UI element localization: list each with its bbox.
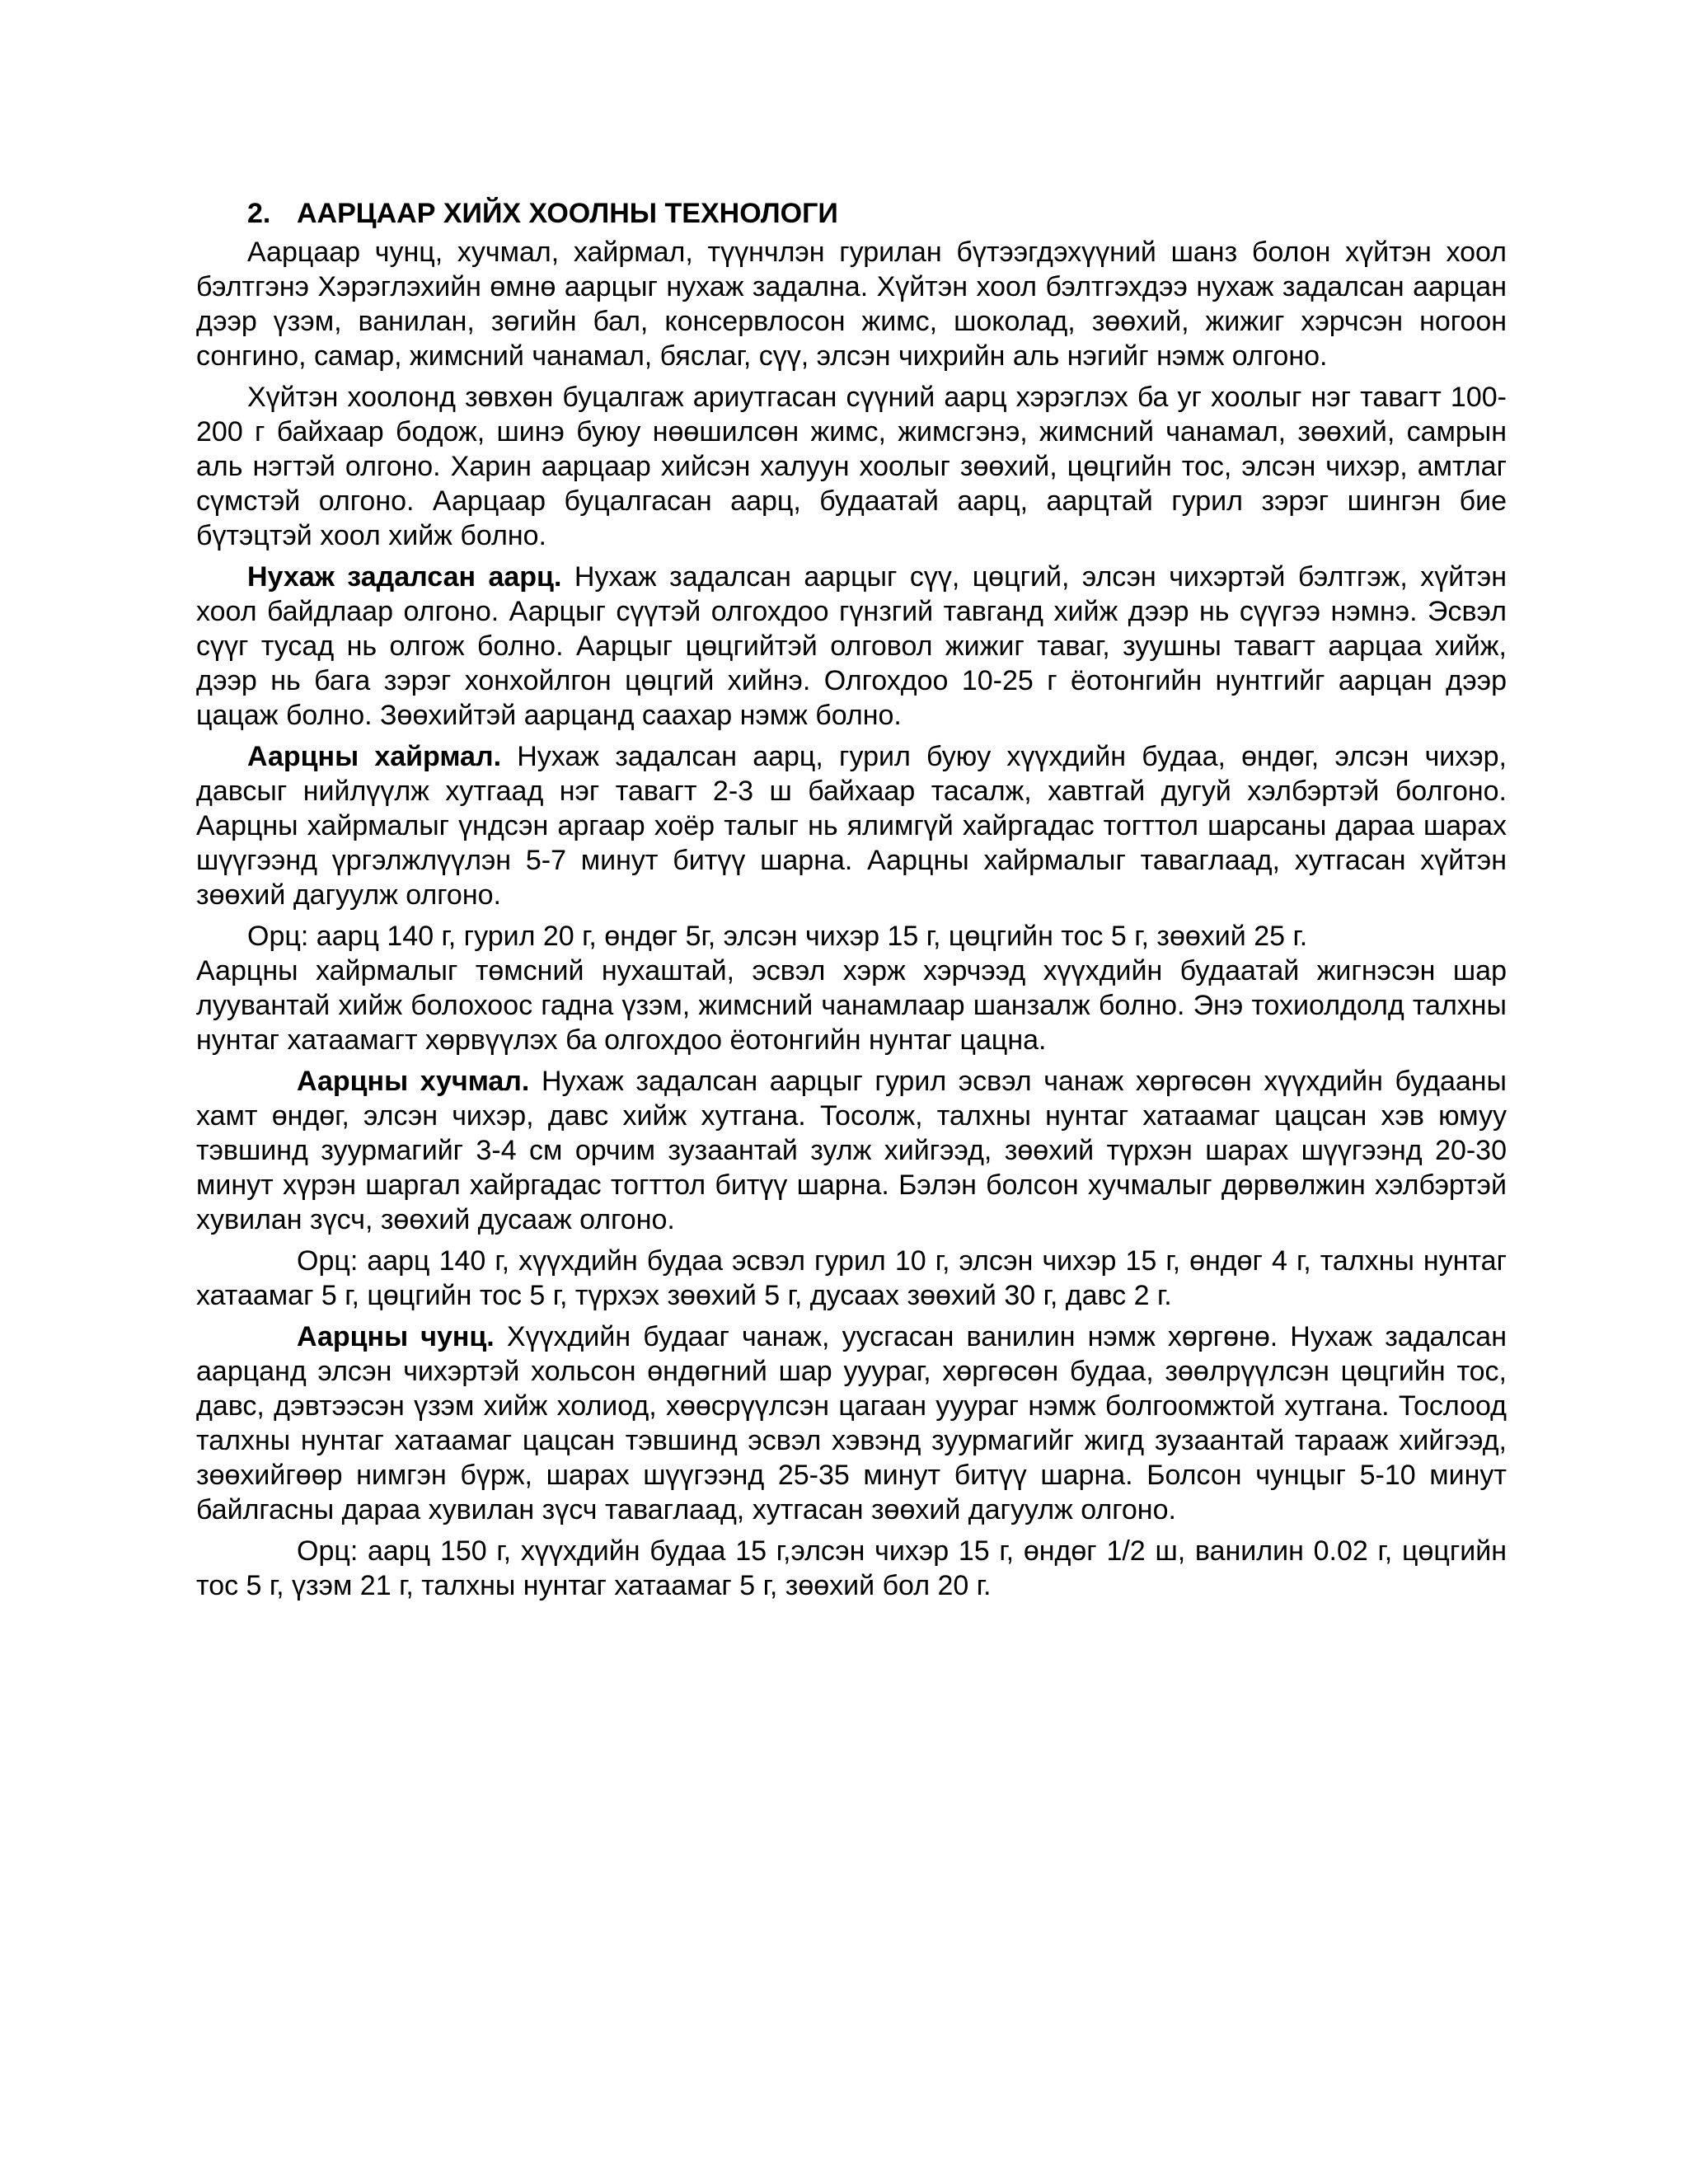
document-page (196, 192, 1507, 1603)
section-number: 2. (247, 198, 271, 229)
paragraph-text: Орц: аарц 150 г, хүүхдийн будаа 15 г,элсэн чихэр 15 г, өндөг 1/2 ш, ванилин 0.02 г, цөцгийн тос 5 г, үзэм 21 г, талхны нунтаг хатаамаг 5 г, зөөхий бол 20 г. (196, 1535, 1507, 1601)
paragraph-text: Орц: аарц 140 г, гурил 20 г, өндөг 5г, элсэн чихэр 15 г, цөцгийн тос 5 г, зөөхий 25 г. (247, 921, 1308, 952)
paragraph-text: Аарцны хайрмалыг төмсний нухаштай, эсвэл хэрж хэрчээд хүүхдийн будаатай жигнэсэн шар луувантай хийж болохоос гадна үзэм, жимсний чанамлаар шанзалж болно. Энэ тохиолдолд талхны нунтаг хатаамагт хөрвүүлэх ба олгохдоо ёотонгийн нунтаг цацна. (196, 955, 1507, 1056)
paragraph-text: Орц: аарц 140 г, хүүхдийн будаа эсвэл гурил 10 г, элсэн чихэр 15 г, өндөг 4 г, талхны нунтаг хатаамаг 5 г, цөцгийн тос 5 г, түрхэх зөөхий 5 г, дусаах зөөхий 30 г, давс 2 г. (196, 1245, 1507, 1311)
paragraph-casserole (196, 1064, 1507, 1237)
section-title: ААРЦААР ХИЙХ ХООЛНЫ ТЕХНОЛОГИ (297, 198, 838, 229)
paragraph-recipe-fried (196, 919, 1507, 954)
paragraph-fried-aarts (196, 739, 1507, 912)
paragraph-text: Хүүхдийн будааг чанаж, уусгасан ванилин нэмж хөргөнө. Нухаж задалсан аарцанд элсэн чихэртэй хольсон өндөгний шар ууураг, хөргөсөн будаа, зөөлрүүлсэн цөцгийн тос, давс, дэвтээсэн үзэм хийж холиод, хөөсрүүлсэн цагаан ууураг нэмж болгоомжтой хутгана. Тослоод талхны нунтаг хатаамаг цацсан тэвшинд эсвэл хэвэнд зуурмагийг жигд зузаантай тарааж хийгээд, зөөхийгөөр нимгэн бүрж, шарах шүүгээнд 25-35 минут битүү шарна. Болсон чунцыг 5-10 минут байлгасны дараа хувилан зүсч таваглаад, хутгасан зөөхий дагуулж олгоно. (196, 1321, 1507, 1526)
paragraph-lead: Аарцны чунц. (297, 1321, 495, 1352)
paragraph-recipe-pudding (196, 1534, 1507, 1603)
paragraph-recipe-casserole (196, 1244, 1507, 1313)
paragraph-text: Хүйтэн хоолонд зөвхөн буцалгаж ариутгасан сүүний аарц хэрэглэх ба уг хоолыг нэг тавагт 100-200 г байхаар бодож, шинэ буюу нөөшилсөн жимс, жимсгэнэ, жимсний чанамал, зөөхий, самрын аль нэгтэй олгоно. Харин аарцаар хийсэн халуун хоолыг зөөхий, цөцгийн тос, элсэн чихэр, амтлаг сүмстэй олгоно. Аарцаар буцалгасан аарц, будаатай аарц, аарцтай гурил зэрэг шингэн бие бүтэцтэй хоол хийж болно. (196, 382, 1507, 551)
paragraph-lead: Аарцны хучмал. (297, 1066, 530, 1097)
paragraph-lead: Аарцны хайрмал. (247, 741, 502, 772)
paragraph-text: Аарцаар чунц, хучмал, хайрмал, түүнчлэн гурилан бүтээгдэхүүний шанз болон хүйтэн хоол бэлтгэнэ Хэрэглэхийн өмнө аарцыг нухаж задална. Хүйтэн хоол бэлтгэхдээ нухаж задалсан аарцан дээр үзэм, ванилан, зөгийн бал, консервлосон жимс, шоколад, зөөхий, жижиг хэрчсэн ногоон сонгино, самар, жимсний чанамал, бяслаг, сүү, элсэн чихрийн аль нэгийг нэмж олгоно. (196, 237, 1507, 372)
paragraph-text: Нухаж задалсан аарцыг гурил эсвэл чанаж хөргөсөн хүүхдийн будааны хамт өндөг, элсэн чихэр, давс хийж хутгана. Тосолж, талхны нунтаг хатаамаг цацсан хэв юмуу тэвшинд зуурмагийг 3-4 см орчим зузаантай зулж хийгээд, зөөхий түрхэн шарах шүүгээнд 20-30 минут хүрэн шаргал хайргадас тогттол битүү шарна. Бэлэн болсон хучмалыг дөрвөлжин хэлбэртэй хувилан зүсч, зөөхий дусааж олгоно. (196, 1066, 1507, 1235)
paragraph-mashed-aarts (196, 560, 1507, 733)
paragraph-text: Нухаж задалсан аарцыг сүү, цөцгий, элсэн чихэртэй бэлтгэж, хүйтэн хоол байдлаар олгоно. Аарцыг сүүтэй олгохдоо гүнзгий тавганд хийж дээр нь сүүгээ нэмнэ. Эсвэл сүүг тусад нь олгож болно. Аарцыг цөцгийтэй олговол жижиг таваг, зуушны тавагт аарцаа хийж, дээр нь бага зэрэг хонхойлгон цөцгий хийнэ. Олгохдоо 10-25 г ёотонгийн нунтгийг аарцан дээр цацаж болно. Зөөхийтэй аарцанд саахар нэмж болно. (196, 561, 1507, 731)
paragraph-intro (196, 235, 1507, 373)
paragraph-pudding (196, 1319, 1507, 1527)
section-heading (196, 192, 1507, 235)
paragraph-text: Нухаж задалсан аарц, гурил буюу хүүхдийн будаа, өндөг, элсэн чихэр, давсыг нийлүүлж хутгаад нэг тавагт 2-3 ш байхаар тасалж, хавтгай дугуй хэлбэртэй болгоно. Аарцны хайрмалыг үндсэн аргаар хоёр талыг нь ялимгүй хайргадас тогттол шарсаны дараа шарах шүүгээнд үргэлжлүүлэн 5-7 минут битүү шарна. Аарцны хайрмалыг таваглаад, хутгасан хүйтэн зөөхий дагуулж олгоно. (196, 741, 1507, 911)
paragraph-fried-variations (196, 954, 1507, 1057)
paragraph-cold-dishes (196, 380, 1507, 553)
paragraph-lead: Нухаж задалсан аарц. (247, 561, 562, 593)
